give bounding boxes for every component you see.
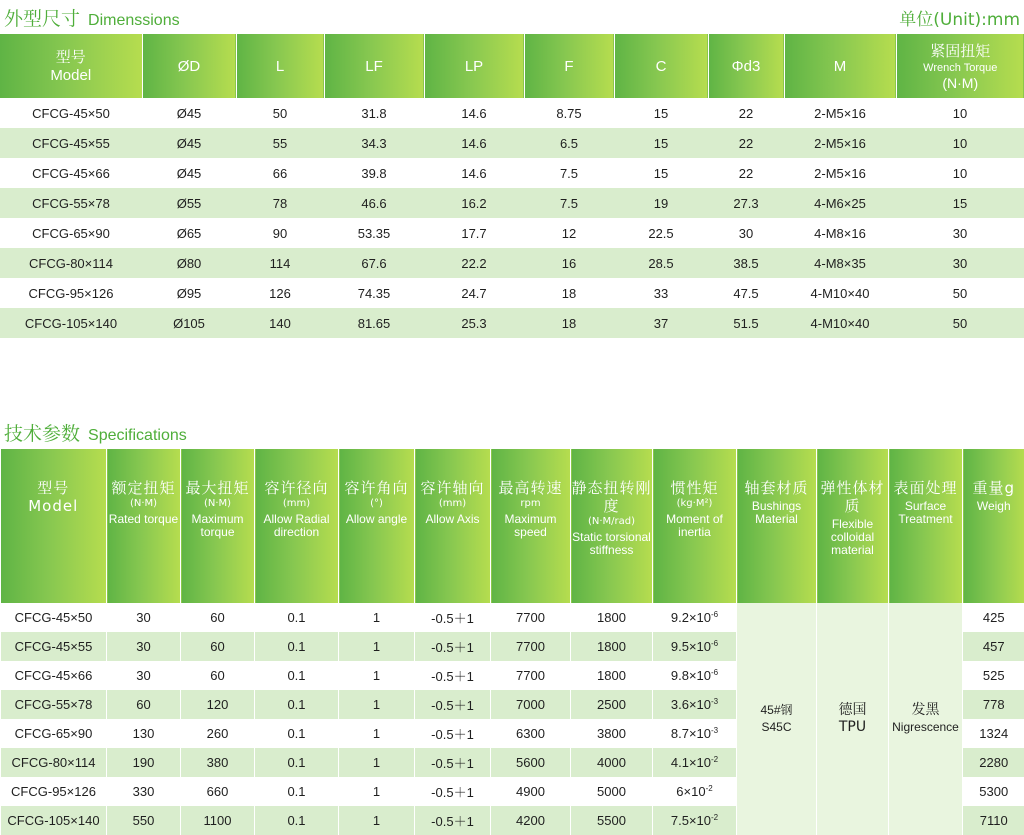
spec-header-inertia bbox=[653, 449, 737, 603]
cell-l: 78 bbox=[236, 188, 324, 218]
table-row bbox=[0, 128, 1024, 158]
specifications-header-row bbox=[1, 449, 1024, 603]
cell-stiffness: 1800 bbox=[571, 632, 653, 661]
cell-model: CFCG-45×55 bbox=[0, 128, 142, 158]
spec-header-angle bbox=[339, 449, 415, 603]
specifications-title bbox=[4, 419, 187, 446]
cell-stiffness: 4000 bbox=[571, 748, 653, 777]
spec-header-angle-cn: 容许角向 bbox=[339, 479, 414, 497]
cell-angle: 1 bbox=[339, 690, 415, 719]
cell-rated-torque: 130 bbox=[107, 719, 181, 748]
cell-f: 12 bbox=[524, 218, 614, 248]
cell-speed: 5600 bbox=[491, 748, 571, 777]
cell-d3: 22 bbox=[708, 98, 784, 128]
cell-max-torque: 60 bbox=[181, 661, 255, 690]
spec-header-weight-en: Weigh bbox=[963, 500, 1024, 513]
inertia-base: 9.8×10 bbox=[671, 668, 711, 683]
spec-header-weight bbox=[963, 449, 1024, 603]
cell-l: 50 bbox=[236, 98, 324, 128]
cell-m: 2-M5×16 bbox=[784, 128, 896, 158]
cell-f: 18 bbox=[524, 278, 614, 308]
header-torque-unit: (N·M) bbox=[897, 75, 1024, 91]
cell-lp: 14.6 bbox=[424, 158, 524, 188]
dimensions-title-cn: 外型尺寸 bbox=[4, 8, 80, 30]
inertia-exponent: -2 bbox=[706, 784, 713, 793]
cell-lf: 53.35 bbox=[324, 218, 424, 248]
unit-label: 单位(Unit):mm bbox=[899, 5, 1020, 30]
cell-lp: 14.6 bbox=[424, 98, 524, 128]
cell-d: Ø45 bbox=[142, 128, 236, 158]
cell-max-torque: 660 bbox=[181, 777, 255, 806]
cell-angle: 1 bbox=[339, 748, 415, 777]
surface-treatment-cell-en: Nigrescence bbox=[889, 719, 962, 736]
cell-rated-torque: 60 bbox=[107, 690, 181, 719]
cell-weight: 457 bbox=[963, 632, 1024, 661]
cell-max-torque: 120 bbox=[181, 690, 255, 719]
header-lf: LF bbox=[324, 34, 424, 98]
cell-inertia bbox=[653, 690, 737, 719]
spec-header-elastic bbox=[817, 449, 889, 603]
header-d3: Φd3 bbox=[708, 34, 784, 98]
cell-torque: 30 bbox=[896, 248, 1024, 278]
spec-header-max bbox=[181, 449, 255, 603]
table-row bbox=[0, 188, 1024, 218]
cell-rated-torque: 30 bbox=[107, 661, 181, 690]
surface-treatment-cell-cn: 发黑 bbox=[889, 702, 962, 719]
cell-d3: 47.5 bbox=[708, 278, 784, 308]
cell-inertia bbox=[653, 719, 737, 748]
cell-f: 16 bbox=[524, 248, 614, 278]
cell-m: 4-M10×40 bbox=[784, 278, 896, 308]
cell-angle: 1 bbox=[339, 777, 415, 806]
cell-radial: 0.1 bbox=[255, 806, 339, 835]
header-l: L bbox=[236, 34, 324, 98]
inertia-exponent: -2 bbox=[711, 755, 718, 764]
cell-radial: 0.1 bbox=[255, 748, 339, 777]
cell-d3: 22 bbox=[708, 128, 784, 158]
header-model-cn: 型号 bbox=[0, 48, 142, 67]
cell-angle: 1 bbox=[339, 603, 415, 632]
cell-model: CFCG-45×66 bbox=[1, 661, 107, 690]
cell-axis: -0.5＋1 bbox=[415, 632, 491, 661]
cell-model: CFCG-95×126 bbox=[1, 777, 107, 806]
cell-speed: 4900 bbox=[491, 777, 571, 806]
table-row bbox=[0, 218, 1024, 248]
spec-header-bushing bbox=[737, 449, 817, 603]
spec-header-axis-unit: (mm) bbox=[415, 497, 490, 510]
elastic-material-cell-en: TPU bbox=[817, 719, 888, 736]
cell-stiffness: 5000 bbox=[571, 777, 653, 806]
cell-radial: 0.1 bbox=[255, 603, 339, 632]
dimensions-title bbox=[4, 4, 180, 31]
cell-axis: -0.5＋1 bbox=[415, 777, 491, 806]
cell-weight: 525 bbox=[963, 661, 1024, 690]
cell-weight: 2280 bbox=[963, 748, 1024, 777]
spec-header-radial-unit: (mm) bbox=[255, 497, 338, 510]
cell-model: CFCG-105×140 bbox=[0, 308, 142, 338]
cell-l: 140 bbox=[236, 308, 324, 338]
inertia-exponent: -6 bbox=[711, 668, 718, 677]
cell-c: 19 bbox=[614, 188, 708, 218]
inertia-exponent: -3 bbox=[711, 697, 718, 706]
cell-d: Ø80 bbox=[142, 248, 236, 278]
table-row bbox=[0, 98, 1024, 128]
cell-rated-torque: 30 bbox=[107, 632, 181, 661]
cell-rated-torque: 190 bbox=[107, 748, 181, 777]
spec-header-max-unit: (N·M) bbox=[181, 497, 254, 510]
table-row bbox=[0, 248, 1024, 278]
cell-d3: 51.5 bbox=[708, 308, 784, 338]
cell-d: Ø65 bbox=[142, 218, 236, 248]
cell-inertia bbox=[653, 748, 737, 777]
cell-weight: 1324 bbox=[963, 719, 1024, 748]
spec-header-stiffness-unit: (N·M/rad) bbox=[571, 515, 652, 528]
spec-header-speed-cn: 最高转速 bbox=[491, 479, 570, 497]
cell-lp: 17.7 bbox=[424, 218, 524, 248]
table-row bbox=[0, 308, 1024, 338]
inertia-exponent: -6 bbox=[711, 610, 718, 619]
spec-header-radial-en: Allow Radial direction bbox=[255, 513, 338, 539]
cell-model: CFCG-45×50 bbox=[1, 603, 107, 632]
cell-model: CFCG-95×126 bbox=[0, 278, 142, 308]
cell-axis: -0.5＋1 bbox=[415, 690, 491, 719]
cell-angle: 1 bbox=[339, 719, 415, 748]
cell-d3: 30 bbox=[708, 218, 784, 248]
cell-speed: 7700 bbox=[491, 603, 571, 632]
table-row bbox=[0, 278, 1024, 308]
elastic-material-cell-cn: 德国 bbox=[817, 702, 888, 719]
elastic-material-cell bbox=[817, 603, 889, 835]
spec-header-inertia-en: Moment of inertia bbox=[653, 513, 736, 539]
cell-c: 15 bbox=[614, 98, 708, 128]
spec-header-axis bbox=[415, 449, 491, 603]
cell-d: Ø55 bbox=[142, 188, 236, 218]
cell-d: Ø45 bbox=[142, 158, 236, 188]
cell-model: CFCG-55×78 bbox=[1, 690, 107, 719]
spec-header-model bbox=[1, 449, 107, 603]
spec-header-rated-cn: 额定扭矩 bbox=[107, 479, 180, 497]
table-row bbox=[1, 603, 1024, 632]
cell-angle: 1 bbox=[339, 806, 415, 835]
cell-f: 8.75 bbox=[524, 98, 614, 128]
spec-header-max-en: Maximum torque bbox=[181, 513, 254, 539]
cell-radial: 0.1 bbox=[255, 690, 339, 719]
cell-lf: 67.6 bbox=[324, 248, 424, 278]
cell-torque: 10 bbox=[896, 128, 1024, 158]
cell-d3: 22 bbox=[708, 158, 784, 188]
cell-lf: 39.8 bbox=[324, 158, 424, 188]
inertia-base: 3.6×10 bbox=[671, 697, 711, 712]
cell-d: Ø45 bbox=[142, 98, 236, 128]
cell-model: CFCG-55×78 bbox=[0, 188, 142, 218]
header-torque bbox=[896, 34, 1024, 98]
cell-torque: 50 bbox=[896, 308, 1024, 338]
header-torque-cn: 紧固扭矩 bbox=[897, 42, 1024, 61]
cell-rated-torque: 330 bbox=[107, 777, 181, 806]
cell-max-torque: 380 bbox=[181, 748, 255, 777]
cell-d: Ø105 bbox=[142, 308, 236, 338]
spec-header-rated bbox=[107, 449, 181, 603]
header-torque-en: Wrench Torque bbox=[897, 61, 1024, 75]
cell-model: CFCG-45×55 bbox=[1, 632, 107, 661]
cell-l: 66 bbox=[236, 158, 324, 188]
spec-header-surface-en: Surface Treatment bbox=[889, 500, 962, 526]
cell-speed: 7000 bbox=[491, 690, 571, 719]
cell-model: CFCG-105×140 bbox=[1, 806, 107, 835]
cell-axis: -0.5＋1 bbox=[415, 806, 491, 835]
cell-axis: -0.5＋1 bbox=[415, 719, 491, 748]
spec-header-stiffness bbox=[571, 449, 653, 603]
cell-radial: 0.1 bbox=[255, 777, 339, 806]
cell-inertia bbox=[653, 806, 737, 835]
cell-m: 4-M8×16 bbox=[784, 218, 896, 248]
cell-lf: 74.35 bbox=[324, 278, 424, 308]
cell-inertia bbox=[653, 632, 737, 661]
bushing-material-cell-en: S45C bbox=[737, 719, 816, 736]
header-model-en: Model bbox=[0, 67, 142, 85]
cell-inertia bbox=[653, 777, 737, 806]
cell-model: CFCG-45×50 bbox=[0, 98, 142, 128]
cell-d3: 27.3 bbox=[708, 188, 784, 218]
cell-c: 22.5 bbox=[614, 218, 708, 248]
cell-f: 6.5 bbox=[524, 128, 614, 158]
cell-radial: 0.1 bbox=[255, 632, 339, 661]
cell-lp: 24.7 bbox=[424, 278, 524, 308]
cell-m: 4-M6×25 bbox=[784, 188, 896, 218]
header-d: ØD bbox=[142, 34, 236, 98]
spec-header-elastic-en: Flexible colloidal material bbox=[817, 518, 888, 557]
cell-lf: 46.6 bbox=[324, 188, 424, 218]
header-model bbox=[0, 34, 142, 98]
cell-model: CFCG-65×90 bbox=[1, 719, 107, 748]
header-f: F bbox=[524, 34, 614, 98]
inertia-base: 7.5×10 bbox=[671, 813, 711, 828]
dimensions-title-en: Dimenssions bbox=[88, 12, 180, 29]
cell-rated-torque: 550 bbox=[107, 806, 181, 835]
spec-header-max-cn: 最大扭矩 bbox=[181, 479, 254, 497]
cell-lp: 16.2 bbox=[424, 188, 524, 218]
spec-header-bushing-cn: 轴套材质 bbox=[737, 479, 816, 497]
spec-header-rated-unit: (N·M) bbox=[107, 497, 180, 510]
dimensions-table bbox=[0, 34, 1024, 338]
spec-header-stiffness-en: Static torsional stiffness bbox=[571, 531, 652, 557]
spec-header-model-cn: 型号 bbox=[1, 479, 107, 497]
header-c: C bbox=[614, 34, 708, 98]
cell-max-torque: 60 bbox=[181, 632, 255, 661]
cell-stiffness: 5500 bbox=[571, 806, 653, 835]
cell-axis: -0.5＋1 bbox=[415, 661, 491, 690]
inertia-exponent: -3 bbox=[711, 726, 718, 735]
cell-torque: 15 bbox=[896, 188, 1024, 218]
bushing-material-cell-cn: 45#钢 bbox=[737, 702, 816, 719]
spec-header-axis-cn: 容许轴向 bbox=[415, 479, 490, 497]
cell-f: 7.5 bbox=[524, 188, 614, 218]
cell-f: 7.5 bbox=[524, 158, 614, 188]
spec-header-rated-en: Rated torque bbox=[107, 513, 180, 526]
cell-weight: 778 bbox=[963, 690, 1024, 719]
inertia-base: 6×10 bbox=[676, 784, 705, 799]
cell-d: Ø95 bbox=[142, 278, 236, 308]
spec-header-model-en: Model bbox=[1, 497, 107, 515]
cell-inertia bbox=[653, 603, 737, 632]
cell-m: 4-M10×40 bbox=[784, 308, 896, 338]
cell-c: 15 bbox=[614, 158, 708, 188]
cell-lp: 14.6 bbox=[424, 128, 524, 158]
cell-max-torque: 1100 bbox=[181, 806, 255, 835]
cell-radial: 0.1 bbox=[255, 719, 339, 748]
cell-m: 2-M5×16 bbox=[784, 98, 896, 128]
dimensions-header-row bbox=[0, 34, 1024, 98]
cell-lf: 34.3 bbox=[324, 128, 424, 158]
cell-lf: 31.8 bbox=[324, 98, 424, 128]
cell-rated-torque: 30 bbox=[107, 603, 181, 632]
cell-angle: 1 bbox=[339, 632, 415, 661]
cell-lp: 22.2 bbox=[424, 248, 524, 278]
spec-header-inertia-cn: 惯性矩 bbox=[653, 479, 736, 497]
cell-stiffness: 3800 bbox=[571, 719, 653, 748]
cell-l: 126 bbox=[236, 278, 324, 308]
cell-angle: 1 bbox=[339, 661, 415, 690]
cell-speed: 4200 bbox=[491, 806, 571, 835]
spec-header-angle-unit: (°) bbox=[339, 497, 414, 510]
cell-weight: 5300 bbox=[963, 777, 1024, 806]
spec-header-weight-cn: 重量g bbox=[963, 479, 1024, 497]
cell-weight: 7110 bbox=[963, 806, 1024, 835]
spec-header-speed-unit: rpm bbox=[491, 497, 570, 510]
cell-model: CFCG-80×114 bbox=[0, 248, 142, 278]
cell-c: 33 bbox=[614, 278, 708, 308]
spec-header-elastic-cn: 弹性体材质 bbox=[817, 479, 888, 515]
cell-f: 18 bbox=[524, 308, 614, 338]
cell-inertia bbox=[653, 661, 737, 690]
spec-header-speed-en: Maximum speed bbox=[491, 513, 570, 539]
cell-stiffness: 2500 bbox=[571, 690, 653, 719]
specifications-title-en: Specifications bbox=[88, 427, 187, 444]
inertia-base: 8.7×10 bbox=[671, 726, 711, 741]
bushing-material-cell bbox=[737, 603, 817, 835]
specifications-table bbox=[0, 449, 1024, 835]
spec-header-inertia-unit: (kg·M²) bbox=[653, 497, 736, 510]
surface-treatment-cell bbox=[889, 603, 963, 835]
inertia-base: 9.5×10 bbox=[671, 639, 711, 654]
cell-speed: 6300 bbox=[491, 719, 571, 748]
cell-lp: 25.3 bbox=[424, 308, 524, 338]
cell-c: 37 bbox=[614, 308, 708, 338]
cell-l: 90 bbox=[236, 218, 324, 248]
cell-torque: 30 bbox=[896, 218, 1024, 248]
cell-model: CFCG-65×90 bbox=[0, 218, 142, 248]
spec-header-stiffness-cn: 静态扭转刚度 bbox=[571, 479, 652, 515]
cell-lf: 81.65 bbox=[324, 308, 424, 338]
header-m: M bbox=[784, 34, 896, 98]
cell-l: 55 bbox=[236, 128, 324, 158]
cell-c: 15 bbox=[614, 128, 708, 158]
inertia-base: 9.2×10 bbox=[671, 610, 711, 625]
inertia-exponent: -2 bbox=[711, 813, 718, 822]
cell-radial: 0.1 bbox=[255, 661, 339, 690]
spec-header-surface bbox=[889, 449, 963, 603]
cell-m: 4-M8×35 bbox=[784, 248, 896, 278]
cell-stiffness: 1800 bbox=[571, 661, 653, 690]
inertia-exponent: -6 bbox=[711, 639, 718, 648]
cell-model: CFCG-80×114 bbox=[1, 748, 107, 777]
spec-header-bushing-en: Bushings Material bbox=[737, 500, 816, 526]
cell-model: CFCG-45×66 bbox=[0, 158, 142, 188]
spec-header-speed bbox=[491, 449, 571, 603]
cell-max-torque: 260 bbox=[181, 719, 255, 748]
header-lp: LP bbox=[424, 34, 524, 98]
cell-m: 2-M5×16 bbox=[784, 158, 896, 188]
spec-header-radial-cn: 容许径向 bbox=[255, 479, 338, 497]
inertia-base: 4.1×10 bbox=[671, 755, 711, 770]
spec-header-surface-cn: 表面处理 bbox=[889, 479, 962, 497]
spec-header-axis-en: Allow Axis bbox=[415, 513, 490, 526]
cell-max-torque: 60 bbox=[181, 603, 255, 632]
specifications-title-cn: 技术参数 bbox=[4, 423, 80, 445]
cell-axis: -0.5＋1 bbox=[415, 603, 491, 632]
cell-stiffness: 1800 bbox=[571, 603, 653, 632]
spec-header-radial bbox=[255, 449, 339, 603]
cell-torque: 10 bbox=[896, 98, 1024, 128]
cell-torque: 10 bbox=[896, 158, 1024, 188]
cell-d3: 38.5 bbox=[708, 248, 784, 278]
cell-speed: 7700 bbox=[491, 632, 571, 661]
cell-torque: 50 bbox=[896, 278, 1024, 308]
spec-header-angle-en: Allow angle bbox=[339, 513, 414, 526]
cell-axis: -0.5＋1 bbox=[415, 748, 491, 777]
cell-speed: 7700 bbox=[491, 661, 571, 690]
cell-l: 114 bbox=[236, 248, 324, 278]
cell-weight: 425 bbox=[963, 603, 1024, 632]
table-row bbox=[0, 158, 1024, 188]
cell-c: 28.5 bbox=[614, 248, 708, 278]
